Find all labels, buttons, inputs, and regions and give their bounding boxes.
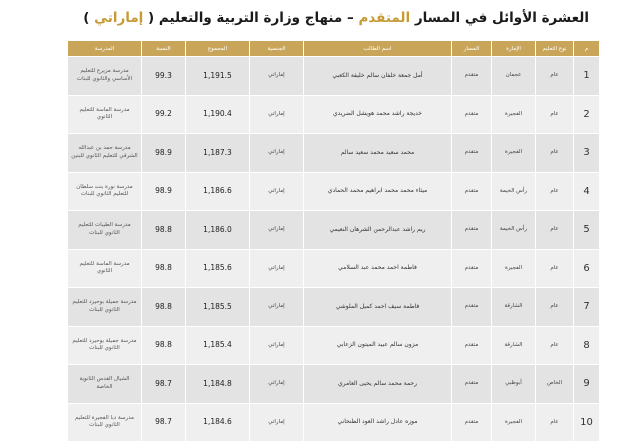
header-cell: المجموع (186, 41, 250, 57)
nationality-cell: إماراتي (250, 95, 304, 134)
page-title (83, 10, 589, 26)
track-cell: متقدم (452, 57, 492, 96)
emirate-cell: الفجيرة (492, 249, 536, 288)
rank-cell: 4 (574, 172, 600, 211)
header-cell: اسم الطالب (304, 41, 452, 57)
emirate-cell: الشارقة (492, 326, 536, 365)
title-suffix: – منهاج وزارة التربية والتعليم ( (148, 10, 354, 26)
emirate-cell: رأس الخيمة (492, 172, 536, 211)
table-row (68, 134, 600, 173)
header-cell: المدرسة (68, 41, 142, 57)
header-cell: المسار (452, 41, 492, 57)
percentage-cell: 98.8 (142, 249, 186, 288)
table-row (68, 288, 600, 327)
rank-cell: 9 (574, 365, 600, 404)
school-cell: مدرسة جميلة بوحيرد للتعليم الثانوي للبنات (68, 288, 142, 327)
student-name-cell: موزه عادل راشد العود الظنحاني (304, 403, 452, 442)
table-row (68, 365, 600, 404)
rank-cell: 10 (574, 403, 600, 442)
table-row (68, 326, 600, 365)
percentage-cell: 98.8 (142, 211, 186, 250)
education-type-cell: عام (536, 95, 574, 134)
education-type-cell: عام (536, 134, 574, 173)
nationality-cell: إماراتي (250, 249, 304, 288)
table-row (68, 95, 600, 134)
total-cell: 1,186.0 (186, 211, 250, 250)
student-name-cell: ريم راشد عبدالرحمن الشرهان النعيمي (304, 211, 452, 250)
total-cell: 1,191.5 (186, 57, 250, 96)
school-cell: الشيال القدس الثانوية الخاصة (68, 365, 142, 404)
school-cell: مدرسة الماسة للتعليم الثانوي (68, 95, 142, 134)
track-cell: متقدم (452, 134, 492, 173)
school-cell: مدرسة الماسة للتعليم الثانوي (68, 249, 142, 288)
table-row (68, 403, 600, 442)
emirate-cell: أبوظبي (492, 365, 536, 404)
rank-cell: 5 (574, 211, 600, 250)
student-name-cell: ميثاء محمد محمد ابراهيم محمد الحمادي (304, 172, 452, 211)
rank-cell: 8 (574, 326, 600, 365)
education-type-cell: عام (536, 211, 574, 250)
table-row (68, 172, 600, 211)
title-prefix: العشرة الأوائل في المسار (414, 10, 589, 26)
student-name-cell: مزون سالم عبيد الميتون الزعابي (304, 326, 452, 365)
education-type-cell: عام (536, 326, 574, 365)
nationality-cell: إماراتي (250, 172, 304, 211)
table-header-row (68, 41, 600, 57)
student-name-cell: فاطمة احمد محمد عبد السلامي (304, 249, 452, 288)
percentage-cell: 98.7 (142, 365, 186, 404)
total-cell: 1,185.5 (186, 288, 250, 327)
title-nationality: إماراتي (94, 10, 144, 26)
header-cell: نوع التعليم (536, 41, 574, 57)
school-cell: مدرسة جميلة بوحيرد للتعليم الثانوي للبنات (68, 326, 142, 365)
track-cell: متقدم (452, 172, 492, 211)
percentage-cell: 99.2 (142, 95, 186, 134)
education-type-cell: عام (536, 57, 574, 96)
school-cell: مدرسة نورة بنت سلطان للتعليم الثانوي للبنات (68, 172, 142, 211)
table-row (68, 249, 600, 288)
track-cell: متقدم (452, 249, 492, 288)
rank-cell: 6 (574, 249, 600, 288)
percentage-cell: 98.9 (142, 134, 186, 173)
total-cell: 1,187.3 (186, 134, 250, 173)
track-cell: متقدم (452, 95, 492, 134)
header-cell: الإمارة (492, 41, 536, 57)
nationality-cell: إماراتي (250, 57, 304, 96)
school-cell: مدرسة دبا الفجيرة للتعليم الثانوي للبنات (68, 403, 142, 442)
percentage-cell: 99.3 (142, 57, 186, 96)
emirate-cell: الفجيرة (492, 134, 536, 173)
total-cell: 1,190.4 (186, 95, 250, 134)
rank-cell: 7 (574, 288, 600, 327)
education-type-cell: الخاص (536, 365, 574, 404)
school-cell: مدرسة الطيبات للتعليم الثانوي للبنات (68, 211, 142, 250)
percentage-cell: 98.8 (142, 326, 186, 365)
header-cell: النسبة (142, 41, 186, 57)
rank-cell: 1 (574, 57, 600, 96)
nationality-cell: إماراتي (250, 134, 304, 173)
student-name-cell: محمد سعيد محمد سعيد سالم (304, 134, 452, 173)
title-track: المتقدم (358, 10, 411, 26)
header-cell: الجنسية (250, 41, 304, 57)
nationality-cell: إماراتي (250, 403, 304, 442)
education-type-cell: عام (536, 172, 574, 211)
track-cell: متقدم (452, 288, 492, 327)
nationality-cell: إماراتي (250, 326, 304, 365)
table-body (68, 57, 600, 442)
table-row (68, 57, 600, 96)
results-table (67, 40, 600, 442)
percentage-cell: 98.8 (142, 288, 186, 327)
track-cell: متقدم (452, 326, 492, 365)
student-name-cell: فاطمة سيف احمد كميل الملوشي (304, 288, 452, 327)
school-cell: مدرسة حمد بن عبدالله الشرقي للتعليم الثانوي للبنين (68, 134, 142, 173)
track-cell: متقدم (452, 211, 492, 250)
track-cell: متقدم (452, 365, 492, 404)
table-row (68, 211, 600, 250)
education-type-cell: عام (536, 403, 574, 442)
total-cell: 1,185.6 (186, 249, 250, 288)
header-cell: م (574, 41, 600, 57)
total-cell: 1,184.8 (186, 365, 250, 404)
emirate-cell: الشارقة (492, 288, 536, 327)
nationality-cell: إماراتي (250, 211, 304, 250)
student-name-cell: خديجة راشد محمد هويشل الضريدي (304, 95, 452, 134)
track-cell: متقدم (452, 403, 492, 442)
education-type-cell: عام (536, 249, 574, 288)
total-cell: 1,184.6 (186, 403, 250, 442)
rank-cell: 2 (574, 95, 600, 134)
total-cell: 1,186.6 (186, 172, 250, 211)
emirate-cell: عجمان (492, 57, 536, 96)
emirate-cell: رأس الخيمة (492, 211, 536, 250)
percentage-cell: 98.7 (142, 403, 186, 442)
emirate-cell: الفجيرة (492, 403, 536, 442)
nationality-cell: إماراتي (250, 365, 304, 404)
rank-cell: 3 (574, 134, 600, 173)
school-cell: مدرسة مزيرع للتعليم الأساسي والثانوي للبنات (68, 57, 142, 96)
percentage-cell: 98.9 (142, 172, 186, 211)
title-close: ) (83, 10, 90, 26)
total-cell: 1,185.4 (186, 326, 250, 365)
student-name-cell: أمل جمعة خلفان سالم خليفة الكعبي (304, 57, 452, 96)
emirate-cell: الفجيرة (492, 95, 536, 134)
education-type-cell: عام (536, 288, 574, 327)
nationality-cell: إماراتي (250, 288, 304, 327)
student-name-cell: رحمة محمد سالم يحيى العامري (304, 365, 452, 404)
